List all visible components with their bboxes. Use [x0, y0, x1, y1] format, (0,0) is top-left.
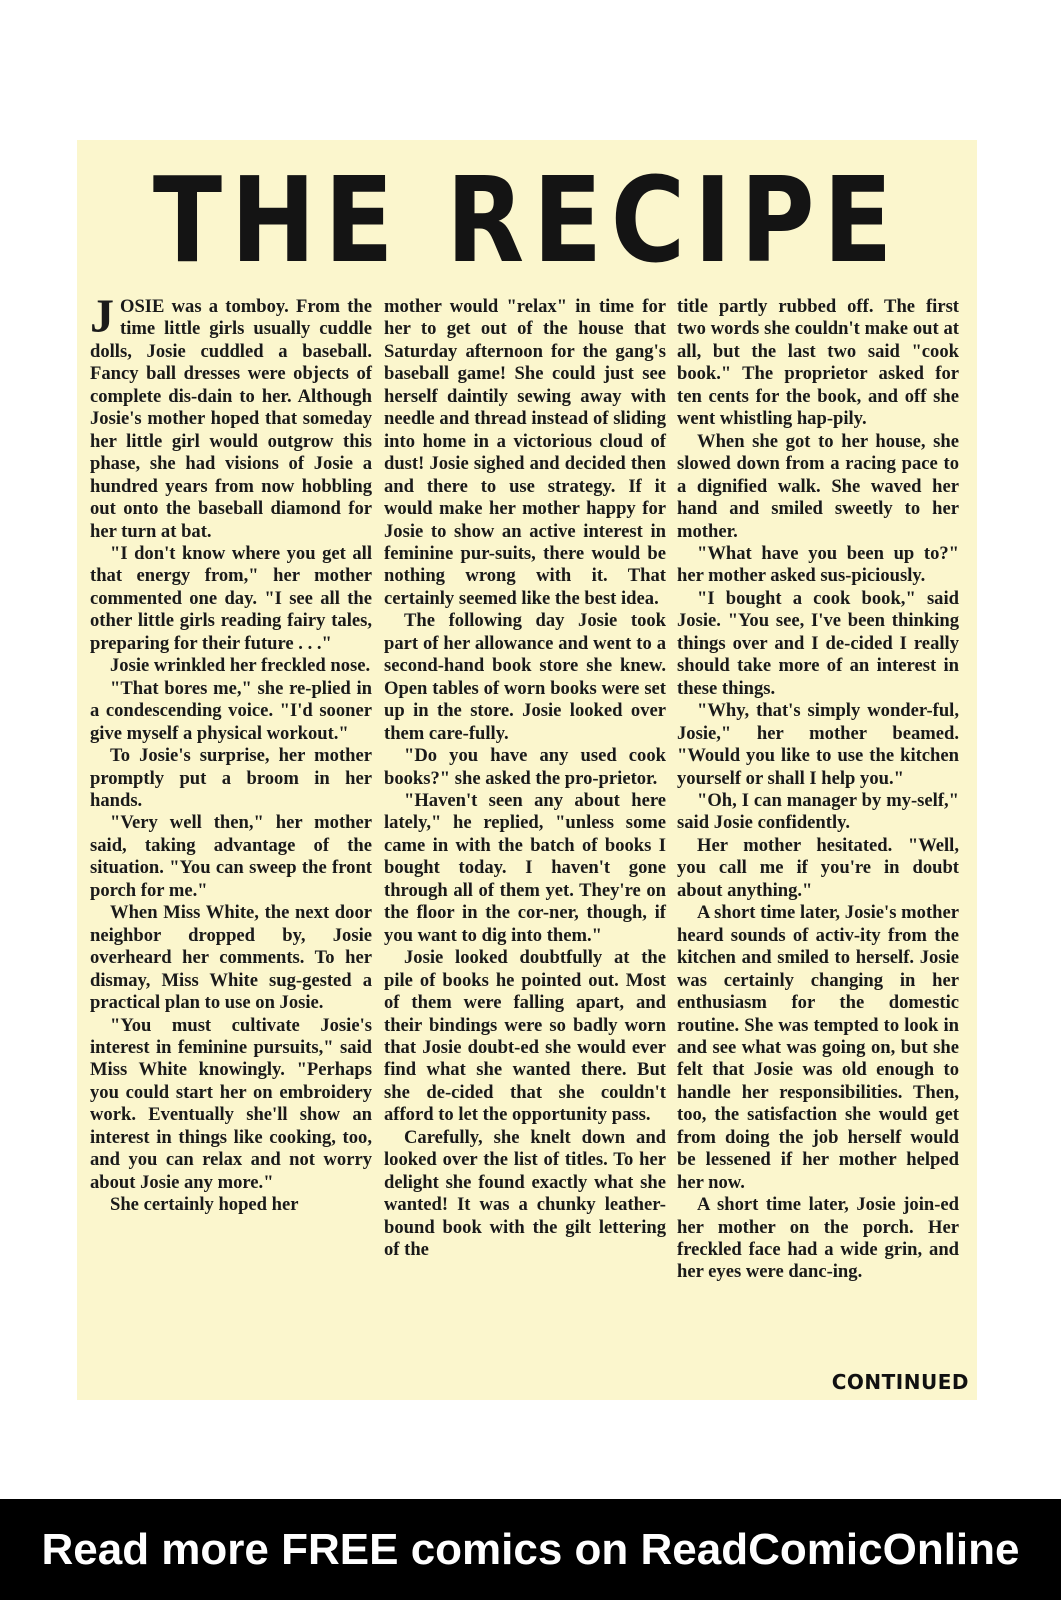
paragraph: When Miss White, the next door neighbor dropped by, Josie overheard her comments. To her dismay, Miss White sug-gested a practical plan to use on Josie.: [90, 902, 372, 1014]
paragraph: "Haven't seen any about here lately," he replied, "unless some came in with the batch of books I bought today. I haven't gone through all of them yet. They're on the floor in the cor-ner, though, if you want to dig into them.": [384, 789, 666, 946]
text-column-3: [677, 296, 959, 1386]
continued-label: CONTINUED: [831, 1370, 969, 1394]
paragraph: Carefully, she knelt down and looked over the list of titles. To her delight she found exactly what she wanted! It was a chunky leather-bound book with the gilt lettering of the: [384, 1126, 666, 1261]
paragraph: "You must cultivate Josie's interest in feminine pursuits," said Miss White knowingly. "Perhaps you could start her on embroidery work. Eventually she'll show an interest in things like cooking, too, and you can relax and not worry about Josie any more.": [90, 1014, 372, 1193]
drop-cap: J: [90, 290, 114, 343]
paragraph: JOSIE was a tomboy. From the time little girls usually cuddle dolls, Josie cuddled a baseball. Fancy ball dresses were objects of complete dis-dain to her. Although Josie's mother hoped that someday her little girl would outgrow this phase, she had visions of Josie a hundred years from now hobbling out onto the baseball diamond for her turn at bat.: [90, 290, 372, 542]
paragraph: "Oh, I can manager by my-self," said Josie confidently.: [677, 789, 959, 834]
paragraph: "Very well then," her mother said, taking advantage of the situation. "You can sweep the front porch for me.": [90, 812, 372, 901]
paragraph: Her mother hesitated. "Well, you call me if you're in doubt about anything.": [677, 834, 959, 901]
paragraph: The following day Josie took part of her allowance and went to a second-hand book store she knew. Open tables of worn books were set up in the store. Josie looked over them care-fully.: [384, 610, 666, 744]
paragraph: To Josie's surprise, her mother promptly put a broom in her hands.: [90, 745, 372, 811]
paragraph: She certainly hoped her: [110, 1194, 299, 1216]
promo-banner[interactable]: Read more FREE comics on ReadComicOnline: [0, 1499, 1061, 1600]
paragraph: "That bores me," she re-plied in a condescending voice. "I'd sooner give myself a physical workout.": [90, 677, 372, 744]
paragraph: "Do you have any used cook books?" she asked the pro-prietor.: [384, 745, 666, 789]
paragraph: "I bought a cook book," said Josie. "You see, I've been thinking things over and I de-cided I really should take more of an interest in these things.: [677, 587, 959, 699]
paragraph: A short time later, Josie's mother heard sounds of activ-ity from the kitchen and smiled to herself. Josie was certainly changing in her enthusiasm for the domestic routine. She was tempted to look in and see what was going on, but she felt that Josie was old enough to handle her responsibilities. Then, too, the satisfaction she would get from doing the job herself would be lessened if her mother helped her now.: [677, 902, 959, 1193]
paragraph: "Why, that's simply wonder-ful, Josie," her mother beamed. "Would you like to use the kitchen yourself or shall I help you.": [677, 700, 959, 789]
paragraph: "I don't know where you get all that energy from," her mother commented one day. "I see all the other little girls reading fairy tales, preparing for their future . . .": [90, 542, 372, 654]
paragraph: title partly rubbed off. The first two words she couldn't make out at all, but the last two said "cook book." The proprietor asked for ten cents for the book, and off she went whistling hap-pily.: [677, 296, 959, 430]
paragraph: When she got to her house, she slowed down from a racing pace to a dignified walk. She waved her hand and smiled sweetly to her mother.: [677, 430, 959, 542]
paragraph: mother would "relax" in time for her to get out of the house that Saturday afternoon for the gang's baseball game! She could just see herself daintily sewing away with needle and thread instead of sliding into home in a victorious cloud of dust! Josie sighed and decided then and there to use strategy. If it would make her mother happy for Josie to show an active interest in feminine pur-suits, there would be nothing wrong with it. That certainly seemed like the best idea.: [384, 296, 666, 609]
story-page: [77, 140, 977, 1400]
text-column-1: [90, 290, 372, 1386]
text-column-2: [384, 296, 666, 1386]
paragraph: Josie looked doubtfully at the pile of books he pointed out. Most of them were falling apart, and their bindings were so badly worn that Josie doubt-ed she would ever find what she wanted there. But she de-cided that she couldn't afford to let the opportunity pass.: [384, 947, 666, 1126]
paragraph: Josie wrinkled her freckled nose.: [110, 655, 371, 677]
paragraph: "What have you been up to?" her mother asked sus-piciously.: [677, 542, 959, 587]
paragraph: A short time later, Josie join-ed her mother on the porch. Her freckled face had a wide grin, and her eyes were danc-ing.: [677, 1194, 959, 1283]
story-title: THE RECIPE: [152, 151, 902, 289]
